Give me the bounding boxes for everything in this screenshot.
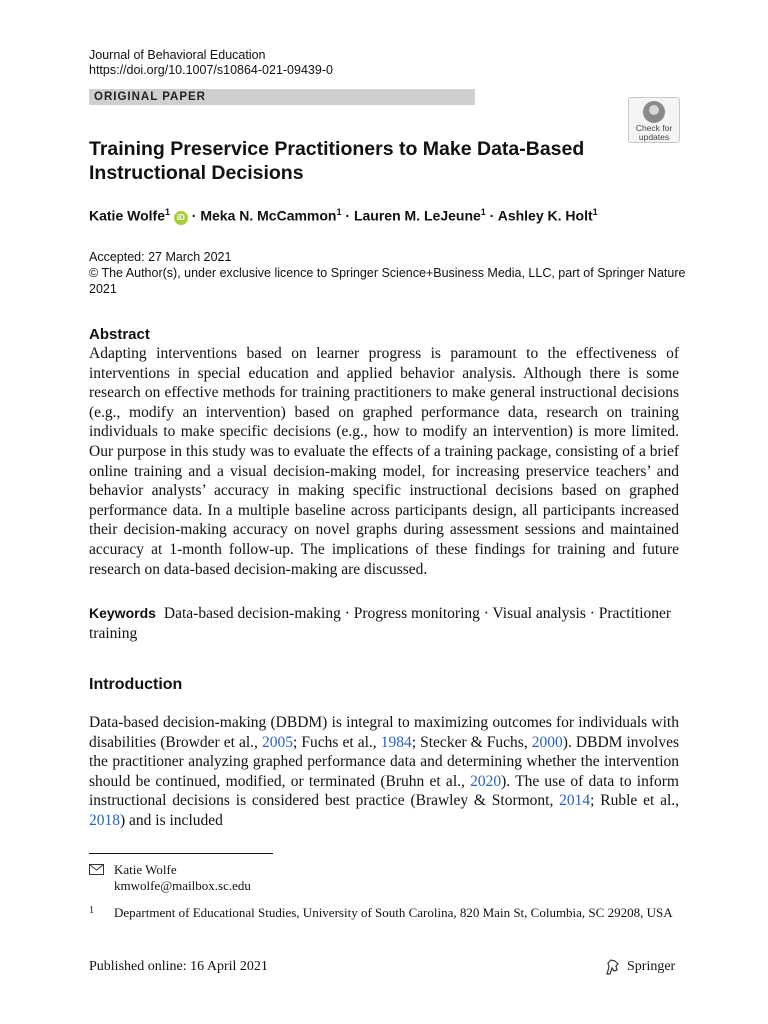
- article-meta: [89, 249, 689, 297]
- check-updates-icon: [642, 100, 666, 124]
- author-name[interactable]: Katie Wolfe: [89, 207, 165, 224]
- footnote-contact: [89, 862, 251, 894]
- springer-horse-icon: [604, 958, 622, 976]
- envelope-icon: [89, 864, 104, 875]
- citation-link[interactable]: 1984: [380, 733, 412, 751]
- journal-header: [89, 48, 333, 78]
- published-date: Published online: 16 April 2021: [89, 959, 268, 974]
- author-affiliation: 1: [336, 207, 342, 217]
- abstract-text: Adapting interventions based on learner progress is paramount to the effectiveness of interventions in special education and applied behavior analysis. Although there is some research on effective methods for training practitioners to make general instructional decisions (e.g., modify an intervention) based on graphed performance data, research on training individuals to make specific decisions (e.g., how to modify an intervention) is more limited. Our purpose in this study was to evaluate the effects of a training package, consisting of a brief online training and a visual decision-making model, for increasing preservice teachers’ and behavior analysts’ accuracy in making specific instructional decisions based on graphed performance data. In a multiple baseline across participants design, all participants increased their decision-making accuracy on novel graphs during assessment sessions and maintained accuracy at 1-month follow-up. The implications of these findings for training and future research on data-based decision-making are discussed.: [89, 345, 679, 578]
- keywords-list: Data-based decision-making · Progress monitoring · Visual analysis · Practitioner training: [89, 605, 672, 642]
- accepted-date: Accepted: 27 March 2021: [89, 250, 232, 264]
- author-list: Katie Wolfe$^1$ iD · Meka N. McCammon$^1$ · Lauren M. LeJeune$^1$ · Ashley K. Holt$^1$: [89, 207, 598, 224]
- citation-link[interactable]: 2014: [559, 792, 591, 810]
- intro-text-segment: ) and is included: [120, 811, 223, 829]
- author-affiliation: 1: [480, 207, 486, 217]
- author-affiliation: 1: [164, 207, 170, 217]
- citation-link[interactable]: 2000: [531, 733, 563, 751]
- author-name[interactable]: Meka N. McCammon: [200, 207, 337, 224]
- author-name[interactable]: Lauren M. LeJeune: [353, 207, 481, 224]
- introduction-heading: Introduction: [89, 676, 183, 693]
- copyright-notice: © The Author(s), under exclusive licence to Springer Science+Business Media, LLC, part of Springer Nature 2021: [89, 266, 686, 296]
- intro-text-segment: ). DBDM involves the practitioner analyzing graphed performance data and determining whether the intervention should be continued, modified, or terminated (Bruhn et al.,: [89, 733, 680, 790]
- intro-text-segment: ). The use of data to inform instructional decisions is considered best practice (Brawley & Stormont,: [89, 772, 679, 810]
- author-name[interactable]: Ashley K. Holt: [497, 207, 593, 224]
- affiliation-number: 1: [89, 905, 94, 916]
- footnote-divider: [89, 853, 273, 854]
- intro-text-segment: Data-based decision-making (DBDM) is integral to maximizing outcomes for individuals with disabilities (Browder et al.,: [89, 714, 679, 751]
- abstract-heading: Abstract: [89, 326, 150, 343]
- publisher-name: Springer: [627, 959, 676, 974]
- intro-text-segment: ; Stecker & Fuchs,: [411, 733, 532, 751]
- intro-text-segment: ; Ruble et al.,: [590, 792, 680, 810]
- citation-link[interactable]: 2005: [261, 733, 293, 751]
- article-title: Training Preservice Practitioners to Make Data-Based Instructional Decisions: [89, 138, 585, 184]
- publisher-logo: [604, 958, 675, 976]
- citation-link[interactable]: 2020: [470, 772, 502, 790]
- keywords-label: Keywords: [89, 605, 156, 621]
- footnote-affiliation: [89, 905, 689, 921]
- contact-name: Katie Wolfe: [114, 862, 177, 877]
- orcid-icon[interactable]: iD: [174, 211, 188, 225]
- contact-email[interactable]: kmwolfe@mailbox.sc.edu: [114, 878, 251, 893]
- section-badge: ORIGINAL PAPER: [89, 89, 475, 105]
- check-for-updates-badge[interactable]: [628, 97, 680, 143]
- check-updates-line2: updates: [638, 132, 670, 142]
- journal-name: Journal of Behavioral Education: [89, 48, 266, 62]
- citation-link[interactable]: 2018: [89, 811, 120, 829]
- introduction-text: [89, 713, 679, 831]
- intro-text-segment: ; Fuchs et al.,: [292, 733, 381, 751]
- author-affiliation: 1: [592, 207, 598, 217]
- check-updates-line1: Check for: [635, 123, 673, 133]
- keywords: [89, 603, 679, 644]
- doi-link[interactable]: https://doi.org/10.1007/s10864-021-09439-0: [89, 63, 333, 77]
- affiliation-text: Department of Educational Studies, University of South Carolina, 820 Main St, Columbia, SC 29208, USA: [114, 905, 673, 920]
